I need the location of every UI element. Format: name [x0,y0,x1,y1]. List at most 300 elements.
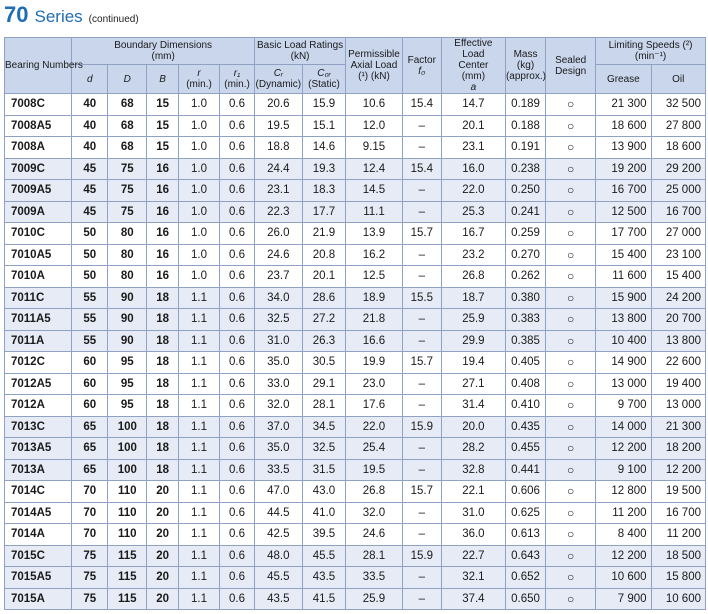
bearing-number: 7012A [5,395,72,417]
width-B: 20 [147,481,179,503]
cr-dynamic: 37.0 [254,416,302,438]
load-center-a: 32.1 [441,567,505,589]
axial-load: 32.0 [346,502,403,524]
col-D: D [108,65,147,94]
circle-icon: ○ [567,204,575,219]
axial-load: 25.4 [346,438,403,460]
speed-oil: 13 800 [651,330,705,352]
circle-icon: ○ [567,226,575,241]
width-B: 16 [147,180,179,202]
sealed-design-icon [546,266,596,288]
speed-oil: 16 700 [651,502,705,524]
outer-D: 110 [108,524,147,546]
cr-dynamic: 22.3 [254,201,302,223]
bearing-number: 7015A5 [5,567,72,589]
factor-f0: 15.9 [402,416,441,438]
r1-min: 0.6 [220,287,255,309]
cr-dynamic: 31.0 [254,330,302,352]
table-row [5,352,706,374]
circle-icon: ○ [567,527,575,542]
sealed-design-icon [546,588,596,610]
r-min: 1.1 [178,352,219,374]
width-B: 20 [147,567,179,589]
cor-static: 28.1 [302,395,345,417]
speed-oil: 23 100 [651,244,705,266]
table-row [5,309,706,331]
cr-dynamic: 35.0 [254,352,302,374]
axial-load: 23.0 [346,373,403,395]
width-B: 20 [147,502,179,524]
factor-f0: – [402,524,441,546]
col-factor: Factor f₀ [402,38,441,94]
axial-load: 25.9 [346,588,403,610]
mass: 0.606 [505,481,545,503]
axial-load: 26.8 [346,481,403,503]
mass: 0.259 [505,223,545,245]
bore-d: 40 [72,115,108,137]
table-row [5,201,706,223]
bearing-number: 7009A5 [5,180,72,202]
cr-dynamic: 32.5 [254,309,302,331]
sealed-design-icon [546,94,596,116]
r1-min: 0.6 [220,330,255,352]
cor-static: 20.8 [302,244,345,266]
speed-grease: 14 000 [596,416,651,438]
load-center-a: 29.9 [441,330,505,352]
circle-icon: ○ [567,484,575,499]
axial-load: 10.6 [346,94,403,116]
r1-min: 0.6 [220,137,255,159]
r1-min: 0.6 [220,244,255,266]
bearing-number: 7010A5 [5,244,72,266]
cor-static: 29.1 [302,373,345,395]
col-r: r (min.) [178,65,219,94]
outer-D: 90 [108,330,147,352]
cr-dynamic: 24.6 [254,244,302,266]
table-row [5,373,706,395]
col-effective-load-center: Effective Load Center (mm) a [441,38,505,94]
speed-oil: 19 500 [651,481,705,503]
table-row [5,244,706,266]
bearing-number: 7009C [5,158,72,180]
axial-load: 19.5 [346,459,403,481]
sealed-design-icon [546,223,596,245]
factor-f0: 15.4 [402,94,441,116]
width-B: 20 [147,588,179,610]
r1-min: 0.6 [220,588,255,610]
mass: 0.643 [505,545,545,567]
cor-static: 43.5 [302,567,345,589]
speed-oil: 15 400 [651,266,705,288]
speed-grease: 13 800 [596,309,651,331]
speed-oil: 21 300 [651,416,705,438]
col-B: B [147,65,179,94]
factor-f0: 15.4 [402,158,441,180]
r-min: 1.0 [178,201,219,223]
axial-load: 21.8 [346,309,403,331]
speed-oil: 22 600 [651,352,705,374]
load-center-a: 31.0 [441,502,505,524]
speed-grease: 8 400 [596,524,651,546]
bore-d: 65 [72,416,108,438]
cr-dynamic: 19.5 [254,115,302,137]
width-B: 16 [147,244,179,266]
bearing-number: 7009A [5,201,72,223]
sealed-design-icon [546,545,596,567]
cor-static: 39.5 [302,524,345,546]
factor-f0: – [402,459,441,481]
bearing-number: 7015C [5,545,72,567]
bore-d: 60 [72,373,108,395]
speed-grease: 10 400 [596,330,651,352]
load-center-a: 16.7 [441,223,505,245]
axial-load: 9.15 [346,137,403,159]
speed-grease: 13 900 [596,137,651,159]
table-row [5,395,706,417]
bore-d: 45 [72,158,108,180]
width-B: 20 [147,524,179,546]
circle-icon: ○ [567,462,575,477]
load-center-a: 28.2 [441,438,505,460]
speed-grease: 19 200 [596,158,651,180]
cor-static: 19.3 [302,158,345,180]
outer-D: 95 [108,352,147,374]
mass: 0.189 [505,94,545,116]
width-B: 20 [147,545,179,567]
mass: 0.188 [505,115,545,137]
r-min: 1.0 [178,158,219,180]
bore-d: 60 [72,352,108,374]
cor-static: 26.3 [302,330,345,352]
speed-grease: 11 600 [596,266,651,288]
bore-d: 60 [72,395,108,417]
cr-dynamic: 26.0 [254,223,302,245]
bearing-number: 7008A5 [5,115,72,137]
speed-oil: 24 200 [651,287,705,309]
sealed-design-icon [546,438,596,460]
cor-static: 41.5 [302,588,345,610]
cor-static: 15.9 [302,94,345,116]
load-center-a: 14.7 [441,94,505,116]
bearing-number: 7014C [5,481,72,503]
factor-f0: – [402,137,441,159]
factor-f0: 15.7 [402,481,441,503]
r-min: 1.0 [178,266,219,288]
width-B: 16 [147,201,179,223]
mass: 0.380 [505,287,545,309]
r-min: 1.1 [178,524,219,546]
width-B: 18 [147,395,179,417]
cor-static: 31.5 [302,459,345,481]
bore-d: 70 [72,524,108,546]
bearing-number: 7010C [5,223,72,245]
speed-oil: 18 500 [651,545,705,567]
sealed-design-icon [546,115,596,137]
col-permissible-axial-load: Permissible Axial Load (¹) (kN) [346,38,403,94]
speed-grease: 21 300 [596,94,651,116]
load-center-a: 20.1 [441,115,505,137]
factor-f0: 15.7 [402,352,441,374]
width-B: 16 [147,266,179,288]
speed-grease: 12 800 [596,481,651,503]
outer-D: 110 [108,481,147,503]
circle-icon: ○ [567,97,575,112]
r-min: 1.0 [178,115,219,137]
circle-icon: ○ [567,419,575,434]
factor-f0: – [402,266,441,288]
width-B: 15 [147,94,179,116]
r-min: 1.1 [178,481,219,503]
sealed-design-icon [546,502,596,524]
cr-dynamic: 35.0 [254,438,302,460]
axial-load: 24.6 [346,524,403,546]
load-center-a: 36.0 [441,524,505,546]
factor-f0: – [402,244,441,266]
speed-oil: 20 700 [651,309,705,331]
speed-grease: 17 700 [596,223,651,245]
load-center-a: 22.1 [441,481,505,503]
circle-icon: ○ [567,376,575,391]
sealed-design-icon [546,416,596,438]
load-center-a: 16.0 [441,158,505,180]
width-B: 18 [147,309,179,331]
speed-oil: 27 800 [651,115,705,137]
width-B: 16 [147,223,179,245]
factor-f0: – [402,309,441,331]
circle-icon: ○ [567,355,575,370]
speed-grease: 13 000 [596,373,651,395]
load-center-a: 22.0 [441,180,505,202]
series-label: Series [34,7,83,26]
col-r1: r₁ (min.) [220,65,255,94]
r1-min: 0.6 [220,481,255,503]
width-B: 18 [147,438,179,460]
col-basic-load-ratings: Basic Load Ratings (kN) [254,38,345,65]
bore-d: 40 [72,137,108,159]
axial-load: 33.5 [346,567,403,589]
r-min: 1.1 [178,588,219,610]
axial-load: 17.6 [346,395,403,417]
mass: 0.383 [505,309,545,331]
load-center-a: 25.3 [441,201,505,223]
mass: 0.435 [505,416,545,438]
col-cr: Cᵣ (Dynamic) [254,65,302,94]
r1-min: 0.6 [220,266,255,288]
axial-load: 22.0 [346,416,403,438]
table-row [5,287,706,309]
cr-dynamic: 44.5 [254,502,302,524]
bore-d: 50 [72,266,108,288]
circle-icon: ○ [567,247,575,262]
r-min: 1.1 [178,395,219,417]
factor-f0: 15.7 [402,223,441,245]
r1-min: 0.6 [220,395,255,417]
mass: 0.238 [505,158,545,180]
table-row [5,416,706,438]
circle-icon: ○ [567,570,575,585]
col-boundary-dimensions: Boundary Dimensions (mm) [72,38,255,65]
r-min: 1.1 [178,309,219,331]
axial-load: 12.0 [346,115,403,137]
cr-dynamic: 33.5 [254,459,302,481]
mass: 0.652 [505,567,545,589]
r1-min: 0.6 [220,524,255,546]
width-B: 18 [147,459,179,481]
load-center-a: 31.4 [441,395,505,417]
bearing-number: 7008A [5,137,72,159]
table-row [5,588,706,610]
outer-D: 75 [108,180,147,202]
table-row [5,330,706,352]
r1-min: 0.6 [220,438,255,460]
bore-d: 75 [72,588,108,610]
bearing-number: 7012C [5,352,72,374]
circle-icon: ○ [567,183,575,198]
bore-d: 45 [72,180,108,202]
r-min: 1.0 [178,94,219,116]
cr-dynamic: 33.0 [254,373,302,395]
speed-grease: 12 200 [596,545,651,567]
axial-load: 11.1 [346,201,403,223]
r1-min: 0.6 [220,416,255,438]
cor-static: 27.2 [302,309,345,331]
speed-grease: 12 200 [596,438,651,460]
axial-load: 18.9 [346,287,403,309]
factor-f0: 15.9 [402,545,441,567]
speed-grease: 12 500 [596,201,651,223]
r-min: 1.0 [178,244,219,266]
bore-d: 45 [72,201,108,223]
axial-load: 12.5 [346,266,403,288]
speed-oil: 29 200 [651,158,705,180]
cor-static: 34.5 [302,416,345,438]
r-min: 1.1 [178,330,219,352]
load-center-a: 25.9 [441,309,505,331]
speed-oil: 10 600 [651,588,705,610]
r-min: 1.1 [178,459,219,481]
r1-min: 0.6 [220,115,255,137]
sealed-design-icon [546,137,596,159]
mass: 0.241 [505,201,545,223]
r-min: 1.1 [178,373,219,395]
outer-D: 80 [108,223,147,245]
outer-D: 80 [108,266,147,288]
speed-grease: 15 400 [596,244,651,266]
bore-d: 40 [72,94,108,116]
bearing-number: 7013A [5,459,72,481]
cr-dynamic: 23.7 [254,266,302,288]
factor-f0: – [402,201,441,223]
table-row [5,180,706,202]
speed-oil: 16 700 [651,201,705,223]
continued-label: (continued) [88,14,139,25]
sealed-design-icon [546,524,596,546]
bearing-number: 7012A5 [5,373,72,395]
outer-D: 68 [108,137,147,159]
mass: 0.191 [505,137,545,159]
r1-min: 0.6 [220,223,255,245]
bearing-number: 7013A5 [5,438,72,460]
speed-oil: 18 600 [651,137,705,159]
mass: 0.250 [505,180,545,202]
factor-f0: 15.5 [402,287,441,309]
bore-d: 70 [72,481,108,503]
load-center-a: 32.8 [441,459,505,481]
factor-f0: – [402,395,441,417]
r-min: 1.1 [178,502,219,524]
speed-oil: 18 200 [651,438,705,460]
cor-static: 14.6 [302,137,345,159]
factor-f0: – [402,115,441,137]
r1-min: 0.6 [220,94,255,116]
speed-oil: 25 000 [651,180,705,202]
bore-d: 65 [72,438,108,460]
r1-min: 0.6 [220,201,255,223]
cor-static: 15.1 [302,115,345,137]
mass: 0.455 [505,438,545,460]
width-B: 15 [147,115,179,137]
bore-d: 65 [72,459,108,481]
bearing-number: 7008C [5,94,72,116]
factor-f0: – [402,373,441,395]
cr-dynamic: 42.5 [254,524,302,546]
bore-d: 55 [72,287,108,309]
speed-oil: 12 200 [651,459,705,481]
sealed-design-icon [546,352,596,374]
cor-static: 28.6 [302,287,345,309]
bore-d: 50 [72,223,108,245]
axial-load: 19.9 [346,352,403,374]
col-grease: Grease [596,65,651,94]
cr-dynamic: 43.5 [254,588,302,610]
cor-static: 30.5 [302,352,345,374]
bearing-number: 7013C [5,416,72,438]
col-mass: Mass (kg) (approx.) [505,38,545,94]
cr-dynamic: 23.1 [254,180,302,202]
sealed-design-icon [546,373,596,395]
bearing-spec-table [4,37,706,610]
factor-f0: – [402,180,441,202]
circle-icon: ○ [567,505,575,520]
r-min: 1.0 [178,180,219,202]
cr-dynamic: 20.6 [254,94,302,116]
r-min: 1.1 [178,416,219,438]
speed-grease: 16 700 [596,180,651,202]
cor-static: 20.1 [302,266,345,288]
col-bearing-numbers: Bearing Numbers [5,38,72,94]
speed-oil: 11 200 [651,524,705,546]
cr-dynamic: 18.8 [254,137,302,159]
width-B: 18 [147,352,179,374]
col-cor: C₀ᵣ (Static) [302,65,345,94]
cr-dynamic: 34.0 [254,287,302,309]
sealed-design-icon [546,201,596,223]
outer-D: 68 [108,94,147,116]
cr-dynamic: 32.0 [254,395,302,417]
width-B: 18 [147,373,179,395]
bearing-number: 7015A [5,588,72,610]
r-min: 1.1 [178,287,219,309]
table-row [5,94,706,116]
circle-icon: ○ [567,398,575,413]
r1-min: 0.6 [220,158,255,180]
width-B: 18 [147,330,179,352]
speed-oil: 15 800 [651,567,705,589]
table-row [5,438,706,460]
factor-f0: – [402,502,441,524]
circle-icon: ○ [567,118,575,133]
speed-grease: 9 100 [596,459,651,481]
